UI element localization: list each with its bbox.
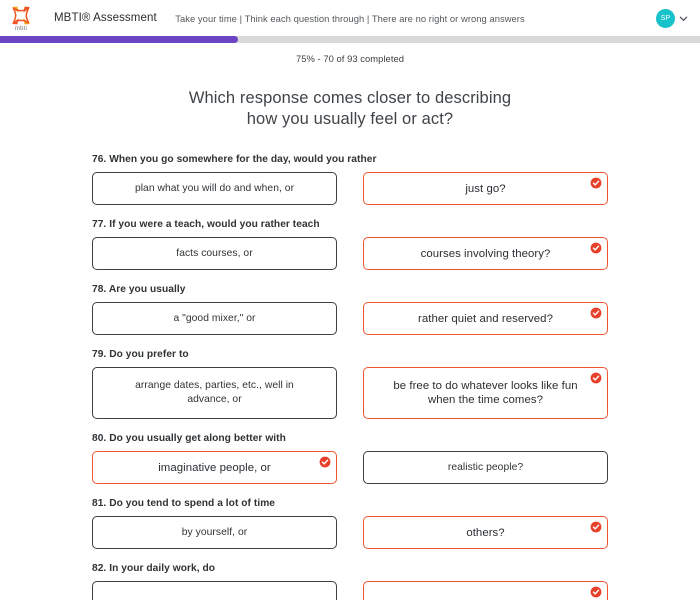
progress-bar-fill [0,36,238,43]
account-menu[interactable] [656,9,688,28]
answer-option-label: arrange dates, parties, etc., well in advance, or [135,380,294,405]
prompt-line-1: Which response comes closer to describing [188,89,512,107]
answer-option-left[interactable] [92,516,337,549]
app-header [0,0,700,36]
check-circle-icon [590,372,602,384]
question-text: 76. When you go somewhere for the day, would you rather [92,154,377,165]
answer-option-right[interactable] [363,451,608,484]
question-block [0,219,700,270]
answer-option-label: just go? [465,182,506,195]
options-row [92,172,608,205]
answer-option-left[interactable] [92,302,337,335]
options-row [92,237,608,270]
answer-option-left[interactable] [92,581,337,600]
answer-option-left[interactable] [92,237,337,270]
check-circle-icon [590,307,602,319]
answer-option-label: facts courses, or [176,247,253,259]
answer-option-right[interactable] [363,302,608,335]
mbti-starburst-icon [10,3,32,34]
options-row [92,581,608,600]
answer-option-label: a "good mixer," or [173,312,256,324]
check-circle-icon [319,456,331,468]
page-title [0,64,700,130]
answer-option-right[interactable] [363,581,608,600]
answer-option-label: others? [466,526,505,539]
answer-option-right[interactable] [363,516,608,549]
header-tagline: Take your time | Think each question through | There are no right or wrong answers [175,12,525,24]
prompt-line-2: how you usually feel or act? [246,110,454,128]
answer-option-label: be free to do whatever looks like fun when the time comes? [393,380,578,406]
question-text: 78. Are you usually [92,284,186,295]
options-row [92,367,608,419]
question-block [0,498,700,549]
question-block [0,284,700,335]
answer-option-right[interactable] [363,367,608,419]
avatar[interactable]: SP [656,9,675,28]
answer-option-label: plan what you will do and when, or [134,182,295,194]
answer-option-label: by yourself, or [181,526,248,538]
app-title: MBTI® Assessment [54,12,157,24]
question-text: 82. In your daily work, do [92,563,216,574]
question-block [0,349,700,419]
brand-logo[interactable] [10,3,157,34]
answer-option-right[interactable] [363,237,608,270]
check-circle-icon [590,586,602,598]
question-text: 80. Do you usually get along better with [92,433,286,444]
question-block [0,433,700,484]
answer-option-label: courses involving theory? [420,247,551,260]
answer-option-left[interactable] [92,367,337,419]
question-block [0,563,700,600]
question-text: 77. If you were a teach, would you rather teach [92,219,320,230]
answer-option-left[interactable] [92,172,337,205]
answer-option-label: realistic people? [447,461,524,473]
answer-option-label: rather quiet and reserved? [418,312,553,325]
progress-label: 75% - 70 of 93 completed [295,53,405,64]
answer-option-right[interactable] [363,172,608,205]
question-text: 81. Do you tend to spend a lot of time [92,498,276,509]
options-row [92,516,608,549]
logo-wordmark: mbti [14,25,28,32]
check-circle-icon [590,521,602,533]
question-block [0,154,700,205]
question-list [0,130,700,600]
answer-option-label: imaginative people, or [158,461,271,474]
progress-bar [0,36,700,43]
check-circle-icon [590,242,602,254]
check-circle-icon [590,177,602,189]
options-row [92,451,608,484]
options-row [92,302,608,335]
question-text: 79. Do you prefer to [92,349,189,360]
chevron-down-icon[interactable] [679,14,688,23]
answer-option-left[interactable] [92,451,337,484]
